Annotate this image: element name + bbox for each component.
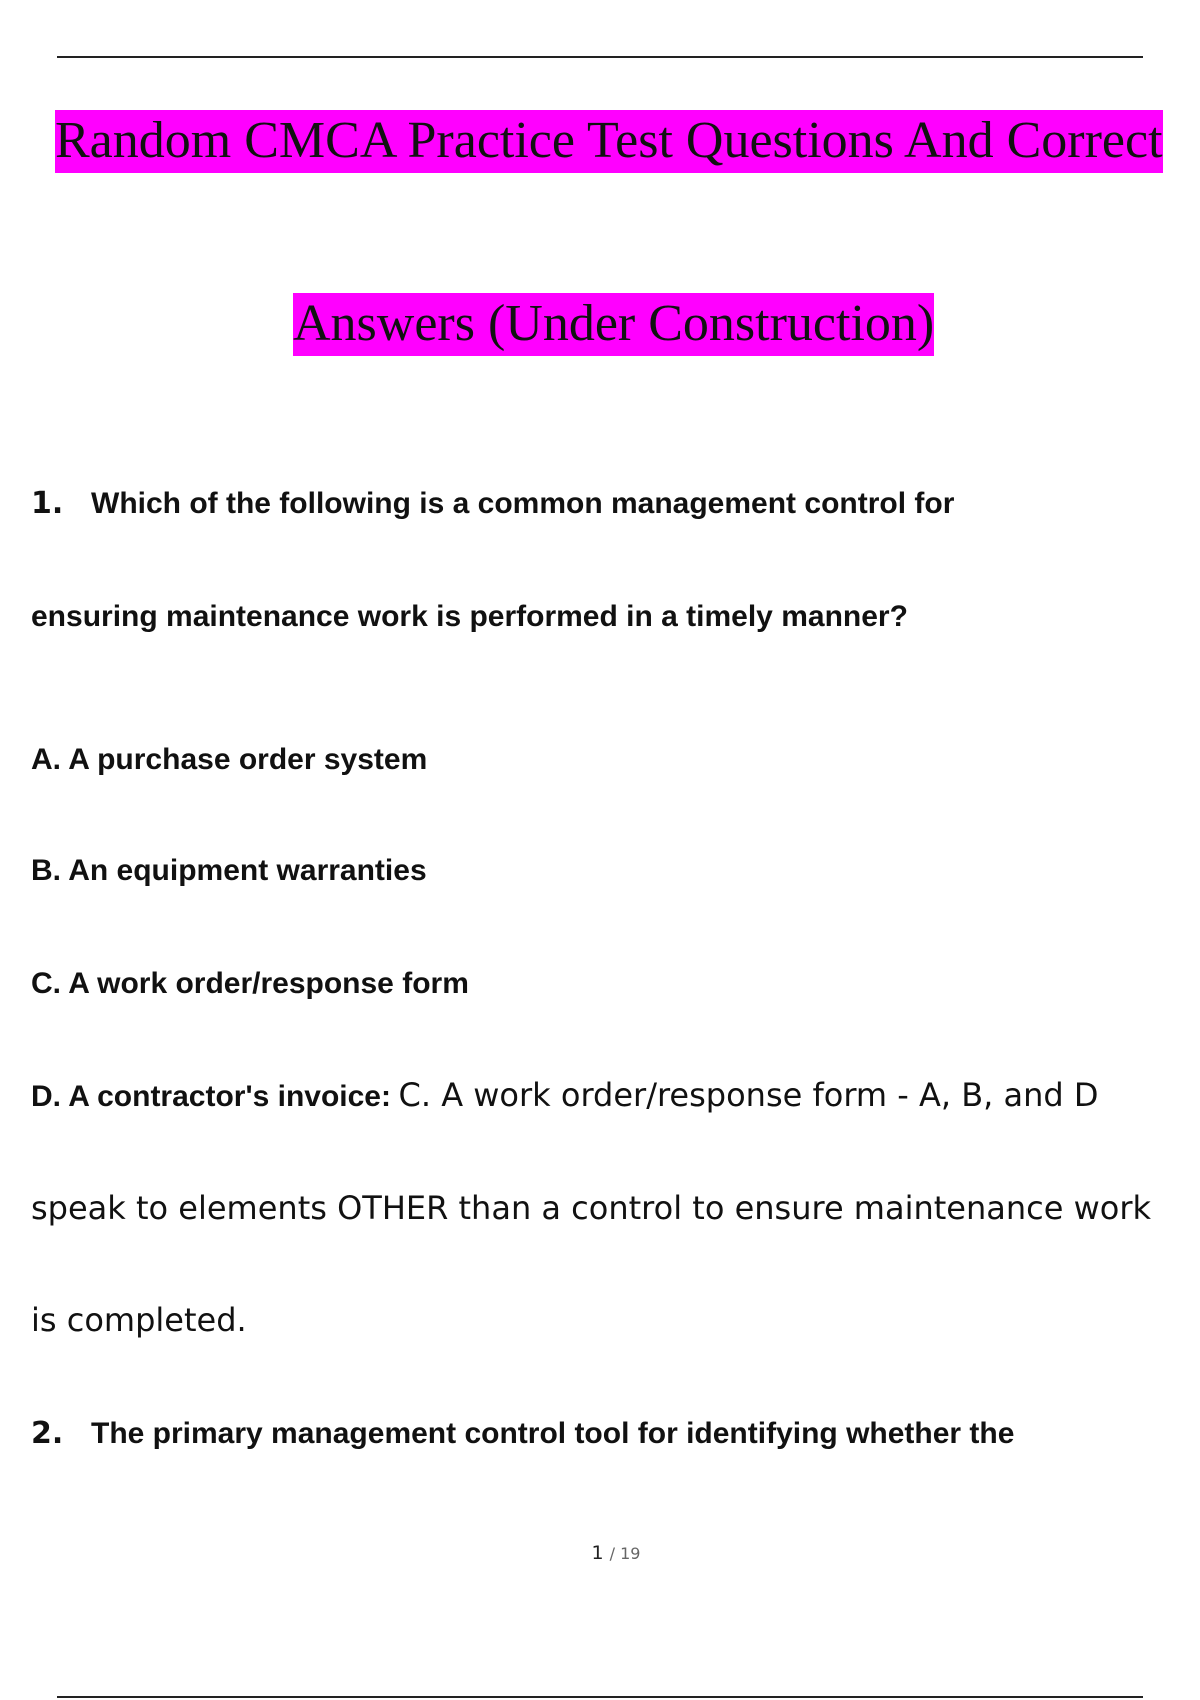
question-1-option-c: C. A work order/response form [31, 967, 469, 1000]
question-1-option-a: A. A purchase order system [31, 743, 428, 776]
question-2-line-1 [31, 1416, 1014, 1452]
current-page: 1 [591, 1542, 604, 1564]
top-rule [57, 56, 1143, 58]
page-indicator [0, 1542, 1200, 1564]
question-1-option-b: B. An equipment warranties [31, 854, 427, 887]
document-title-line-2 [293, 295, 934, 353]
question-2-number: 2. [31, 1416, 64, 1451]
title-highlight-2: Answers (Under Construction) [293, 293, 934, 356]
question-1-number: 1. [31, 486, 64, 521]
title-highlight-1: Random CMCA Practice Test Questions And Correct [55, 110, 1163, 173]
question-2-text-1: The primary management control tool for identifying whether the [91, 1417, 1015, 1450]
total-pages: / 19 [609, 1544, 641, 1563]
question-1-answer-line-3: is completed. [31, 1301, 247, 1339]
question-1-line-1 [31, 486, 954, 522]
bottom-rule [57, 1696, 1143, 1698]
question-1-option-d-with-answer [31, 1077, 1099, 1115]
question-1-line-2: ensuring maintenance work is performed in a timely manner? [31, 600, 908, 633]
question-1-text-1: Which of the following is a common management control for [91, 487, 955, 520]
question-1-answer-line-1: C. A work order/response form - A, B, and D [398, 1076, 1099, 1114]
question-1-option-d: D. A contractor's invoice: [31, 1080, 391, 1113]
question-1-answer-line-2: speak to elements OTHER than a control to ensure maintenance work [31, 1189, 1152, 1227]
document-title-line-1 [55, 112, 1163, 170]
